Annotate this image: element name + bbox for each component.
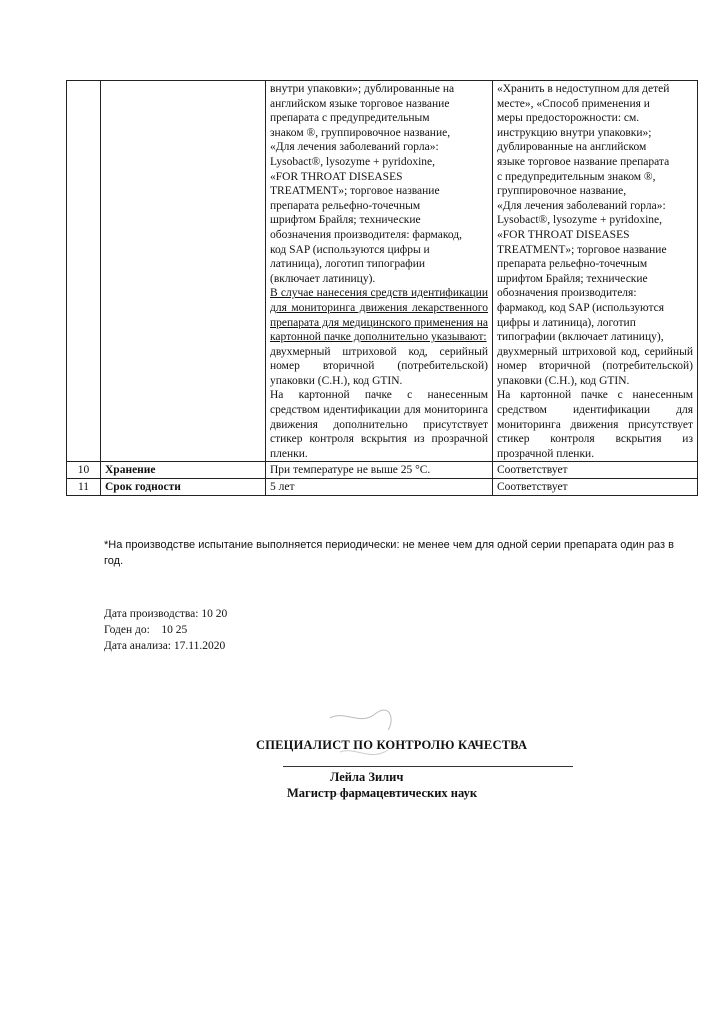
text-line: инструкцию внутри упаковки»; <box>497 126 652 139</box>
underlined-paragraph: В случае нанесения средств идентификации для мониторинга движения лекарственного препарата для медицинского применения на картонной пачке дополнительно указывают: <box>270 287 488 344</box>
text-line: «Для лечения заболеваний горла»: <box>270 141 439 154</box>
signature-title: СПЕЦИАЛИСТ ПО КОНТРОЛЮ КАЧЕСТВА <box>256 738 528 752</box>
text-line: «Хранить в недоступном для детей <box>497 83 670 95</box>
table-row-continued <box>67 81 698 462</box>
text-line: английском языке торговое название <box>270 97 450 110</box>
text-line: шрифтом Брайля; технические <box>497 272 648 285</box>
row-name-cell <box>101 81 266 462</box>
table-row-shelf-life <box>67 479 698 496</box>
signature-mark <box>300 700 420 820</box>
text-line: языке торговое название препарата <box>497 155 670 168</box>
text-line: латиница), логотип типографии <box>270 258 426 271</box>
text-line: шрифтом Брайля; технические <box>270 214 421 227</box>
paragraph: двухмерный штриховой код, серийный номер вторичной (потребительской) упаковки (С.Н.), код GTIN. <box>497 345 693 387</box>
text-line: типографии (включает латиницу), <box>497 331 664 344</box>
text-line: Lysobact®, lysozyme + pyridoxine, <box>497 214 663 227</box>
text-line: «Для лечения заболеваний горла»: <box>497 199 666 212</box>
text-line: TREATMENT»; торговое название <box>497 243 667 256</box>
paragraph: На картонной пачке с нанесенным средством идентификации для мониторинга движения присутствует стикер контроля вскрытия из прозрачной пленки. <box>497 389 693 460</box>
row-name-cell: Хранение <box>101 462 266 479</box>
text-line: TREATMENT»; торговое название <box>270 185 440 198</box>
text-line: (включает латиницу). <box>270 272 376 285</box>
signatory-degree: Магистр фармацевтических наук <box>287 786 478 800</box>
row-number-cell <box>67 81 101 462</box>
result-cell: Соответствует <box>493 479 698 496</box>
text-line: код SAP (используются цифры и <box>270 243 430 256</box>
text-line: препарата рельефно-точечным <box>497 258 648 271</box>
specification-cell <box>266 81 493 462</box>
text-line: месте», «Способ применения и <box>497 97 650 110</box>
text-line: цифры и латиница), логотип <box>497 316 636 329</box>
expiry-date: Годен до: 10 25 <box>104 624 188 636</box>
text-line: меры предосторожности: см. <box>497 112 640 125</box>
text-line: с предупредительным знаком ®, <box>497 170 656 183</box>
row-number-cell: 11 <box>67 479 101 496</box>
text-line: препарата рельефно-точечным <box>270 199 421 212</box>
text-line: «FOR THROAT DISEASES <box>270 170 403 183</box>
signatory-name: Лейла Зилич <box>330 770 404 784</box>
paragraph: На картонной пачке с нанесенным средством идентификации для мониторинга движения дополнительно присутствует стикер контроля вскрытия из прозрачной пленки. <box>270 389 488 460</box>
signature-line <box>283 766 573 767</box>
result-lines <box>497 82 693 345</box>
text-line: обозначения производителя: фармакод, <box>270 228 462 241</box>
specification-cell: 5 лет <box>266 479 493 496</box>
production-date: Дата производства: 10 20 <box>104 608 228 620</box>
text-line: знаком ®, группировочное название, <box>270 126 451 139</box>
text-line: обозначения производителя: <box>497 287 637 300</box>
text-line: препарата с предупредительным <box>270 112 430 125</box>
row-number-cell: 10 <box>67 462 101 479</box>
text-line: группировочное название, <box>497 185 627 198</box>
spec-lines <box>270 82 488 286</box>
table-row-storage <box>67 462 698 479</box>
footnote: *На производстве испытание выполняется периодически: не менее чем для одной серии препарата один раз в год. <box>104 539 674 567</box>
text-line: дублированные на английском <box>497 141 647 154</box>
text-line: внутри упаковки»; дублированные на <box>270 83 455 95</box>
analysis-date: Дата анализа: 17.11.2020 <box>104 640 226 652</box>
row-name-cell: Срок годности <box>101 479 266 496</box>
specification-cell: При температуре не выше 25 °С. <box>266 462 493 479</box>
specification-table <box>66 80 698 496</box>
text-line: «FOR THROAT DISEASES <box>497 228 630 241</box>
paragraph: двухмерный штриховой код, серийный номер вторичной (потребительской) упаковки (С.Н.), код GTIN. <box>270 345 488 387</box>
result-cell <box>493 81 698 462</box>
dates-block <box>104 606 227 654</box>
text-line: Lysobact®, lysozyme + pyridoxine, <box>270 155 436 168</box>
result-cell: Соответствует <box>493 462 698 479</box>
text-line: фармакод, код SAP (используются <box>497 301 665 314</box>
